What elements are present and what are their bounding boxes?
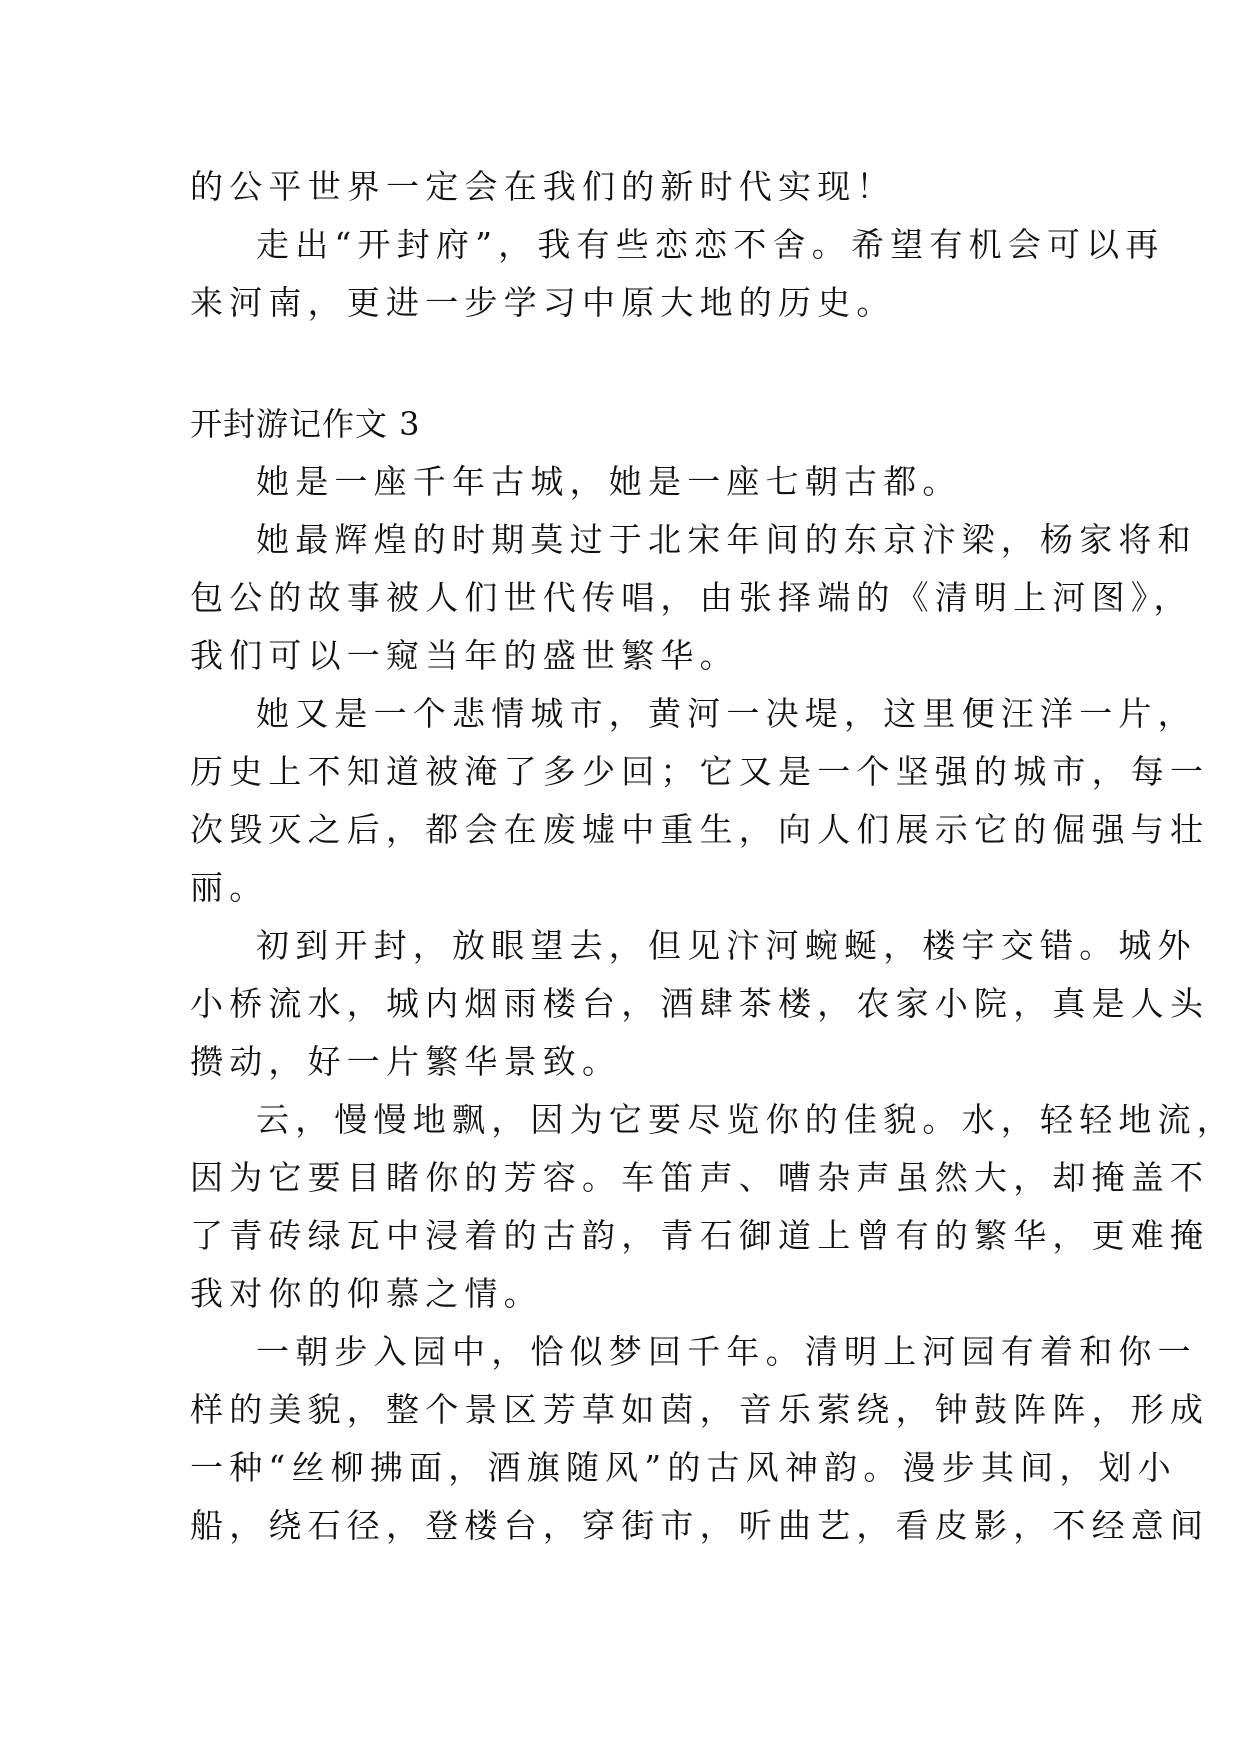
text-line: 的公平世界一定会在我们的新时代实现！ (190, 167, 896, 206)
text-line: 了青砖绿瓦中浸着的古韵，青石御道上曾有的繁华，更难掩 (190, 1216, 1210, 1255)
section-title: 开封游记作文 3 (190, 405, 421, 443)
text-line: 云，慢慢地飘，因为它要尽览你的佳貌。水，轻轻地流， (256, 1100, 1236, 1139)
text-line: 因为它要目睹你的芳容。车笛声、嘈杂声虽然大，却掩盖不 (190, 1158, 1210, 1197)
text-line: 小桥流水，城内烟雨楼台，酒肆茶楼，农家小院，真是人头 (190, 984, 1210, 1023)
text-line: 初到开封，放眼望去，但见汴河蜿蜒，楼宇交错。城外 (256, 926, 1197, 965)
text-line: 她最辉煌的时期莫过于北宋年间的东京汴梁，杨家将和 (256, 520, 1197, 559)
text-line: 历史上不知道被淹了多少回；它又是一个坚强的城市，每一 (190, 752, 1210, 791)
text-line: 一种“丝柳拂面，酒旗随风”的古风神韵。漫步其间，划小 (190, 1448, 1177, 1487)
text-line: 样的美貌，整个景区芳草如茵，音乐萦绕，钟鼓阵阵，形成 (190, 1390, 1210, 1429)
text-line: 一朝步入园中，恰似梦回千年。清明上河园有着和你一 (256, 1332, 1197, 1371)
text-line: 她是一座千年古城，她是一座七朝古都。 (256, 462, 962, 501)
text-line: 走出“开封府”，我有些恋恋不舍。希望有机会可以再 (256, 225, 1165, 264)
text-line: 我对你的仰慕之情。 (190, 1274, 543, 1313)
text-line: 她又是一个悲情城市，黄河一决堤，这里便汪洋一片， (256, 694, 1197, 733)
text-line: 船，绕石径，登楼台，穿街市，听曲艺，看皮影，不经意间 (190, 1506, 1210, 1545)
text-line: 丽。 (190, 868, 269, 907)
text-line: 包公的故事被人们世代传唱，由张择端的《清明上河图》， (190, 578, 1193, 617)
text-line: 次毁灭之后，都会在废墟中重生，向人们展示它的倔强与壮 (190, 810, 1210, 849)
text-line: 来河南，更进一步学习中原大地的历史。 (190, 283, 896, 322)
text-line: 我们可以一窥当年的盛世繁华。 (190, 636, 739, 675)
text-line: 攒动，好一片繁华景致。 (190, 1042, 622, 1081)
